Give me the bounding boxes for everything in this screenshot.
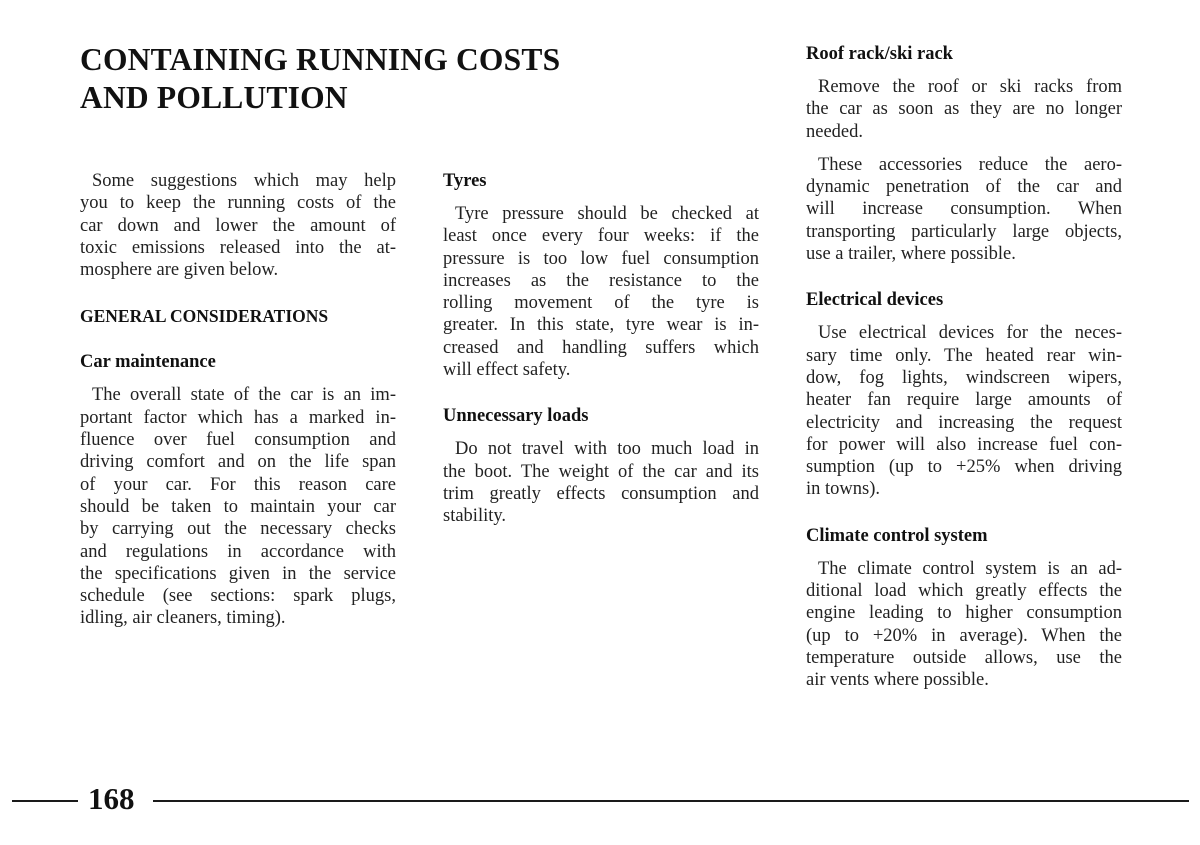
text-line: sumption (up to +25% when driving [806, 457, 1122, 478]
climate-control-paragraph [806, 558, 1122, 692]
text-line: the specifications given in the service [80, 563, 396, 584]
electrical-devices-heading: Electrical devices [806, 290, 944, 311]
text-line: temperature outside allows, use the [806, 647, 1122, 668]
text-line: the car as soon as they are no longer [806, 99, 1122, 120]
text-line: you to keep the running costs of the [80, 193, 396, 214]
text-line: stability. [443, 506, 507, 527]
text-line: trim greatly effects consumption and [443, 483, 759, 504]
title-line: AND POLLUTION [80, 80, 348, 115]
tyres-heading: Tyres [443, 171, 487, 191]
text-line: the boot. The weight of the car and its [443, 461, 759, 482]
text-line: of your car. For this reason care [80, 474, 396, 495]
text-line: electricity and increasing the request [806, 412, 1122, 433]
text-line: mosphere are given below. [80, 260, 279, 281]
text-line: and regulations in accordance with [80, 541, 396, 562]
text-line: car down and lower the amount of [80, 215, 396, 236]
electrical-devices-paragraph [806, 322, 1122, 500]
text-line: increases as the resistance to the [443, 270, 759, 291]
text-line: transporting particularly large objects, [806, 221, 1122, 242]
intro-paragraph [80, 170, 396, 281]
title-line: CONTAINING RUNNING COSTS [80, 42, 561, 77]
text-line: idling, air cleaners, timing). [80, 608, 286, 629]
general-considerations-heading: GENERAL CONSIDERATIONS [80, 306, 329, 327]
car-maintenance-paragraph [80, 384, 396, 629]
text-line: for power will also increase fuel con- [806, 434, 1122, 455]
footer-rule-right [153, 800, 1189, 802]
text-line: These accessories reduce the aero- [818, 154, 1122, 175]
text-line: toxic emissions released into the at- [80, 237, 396, 258]
column-right [806, 43, 1122, 692]
footer-rule-left [12, 800, 78, 802]
text-line: The climate control system is an ad- [818, 558, 1122, 579]
tyres-paragraph [443, 203, 759, 381]
text-line: use a trailer, where possible. [806, 244, 1016, 265]
text-line: Do not travel with too much load in [455, 439, 759, 460]
text-line: The overall state of the car is an im- [92, 385, 396, 406]
text-line: (up to +20% in average). When the [806, 625, 1122, 646]
text-line: portant factor which has a marked in- [80, 407, 396, 428]
climate-control-heading: Climate control system [806, 525, 988, 546]
column-middle [443, 170, 759, 528]
text-line: sary time only. The heated rear win- [806, 345, 1122, 366]
text-line: ditional load which greatly effects the [806, 581, 1122, 602]
text-line: rolling movement of the tyre is [443, 293, 759, 314]
text-line: Tyre pressure should be checked at [455, 204, 759, 224]
text-line: heater fan require large amounts of [806, 390, 1122, 411]
text-line: Some suggestions which may help [92, 171, 396, 191]
roof-rack-heading: Roof rack/ski rack [806, 44, 953, 64]
text-line: Remove the roof or ski racks from [818, 77, 1122, 97]
page-title [80, 41, 560, 117]
roof-rack-paragraph [806, 76, 1122, 143]
text-line: will increase consumption. When [806, 199, 1122, 220]
text-line: fluence over fuel consumption and [80, 430, 396, 451]
roof-rack-paragraph-2 [806, 154, 1122, 265]
text-line: in towns). [806, 479, 880, 500]
page-number: 168 [88, 781, 135, 816]
column-left [80, 170, 396, 630]
text-line: air vents where possible. [806, 670, 989, 691]
car-maintenance-heading: Car maintenance [80, 352, 216, 373]
text-line: dynamic penetration of the car and [806, 177, 1122, 198]
text-line: schedule (see sections: spark plugs, [80, 586, 396, 607]
text-line: needed. [806, 121, 864, 142]
unnecessary-loads-paragraph [443, 438, 759, 527]
text-line: Use electrical devices for the neces- [818, 323, 1122, 344]
text-line: driving comfort and on the life span [80, 452, 396, 473]
text-line: pressure is too low fuel consumption [443, 248, 759, 269]
text-line: greater. In this state, tyre wear is in- [443, 315, 759, 336]
text-line: engine leading to higher consumption [806, 603, 1122, 624]
unnecessary-loads-heading: Unnecessary loads [443, 406, 589, 427]
text-line: will effect safety. [443, 360, 571, 381]
text-line: creased and handling suffers which [443, 337, 759, 358]
text-line: should be taken to maintain your car [80, 496, 396, 517]
text-line: by carrying out the necessary checks [80, 519, 396, 540]
text-line: dow, fog lights, windscreen wipers, [806, 367, 1122, 388]
text-line: least once every four weeks: if the [443, 226, 759, 247]
